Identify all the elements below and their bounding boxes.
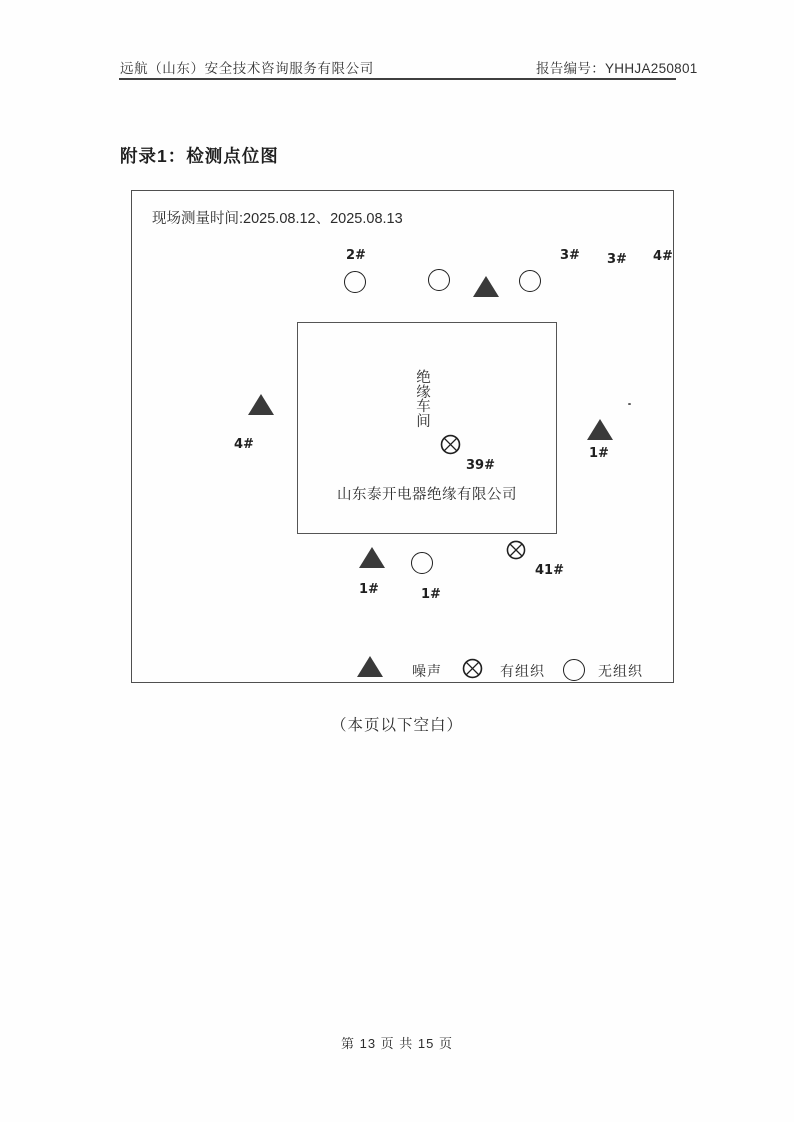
noise-triangle-icon xyxy=(473,276,499,297)
workshop-name: 绝缘车间 xyxy=(416,370,431,430)
blank-page-note: （本页以下空白） xyxy=(330,717,463,734)
legend-organized-label: 有组织 xyxy=(500,663,545,679)
factory-name: 山东泰开电器绝缘有限公司 xyxy=(337,487,517,503)
point-label: 3# xyxy=(607,252,627,267)
noise-triangle-icon xyxy=(587,419,613,440)
point-label: 4# xyxy=(653,249,673,264)
unorganized-outlet-icon xyxy=(411,552,433,574)
noise-triangle-icon xyxy=(248,394,274,415)
appendix-title: 附录1：检测点位图 xyxy=(120,146,279,166)
point-label: 3# xyxy=(560,248,580,263)
legend-noise-triangle-icon xyxy=(357,656,383,677)
report-number: 报告编号：YHHJA250801 xyxy=(536,61,698,76)
organized-outlet-icon xyxy=(506,540,526,560)
legend-organized-icon xyxy=(462,658,483,679)
unorganized-outlet-icon xyxy=(344,271,366,293)
point-label: 4# xyxy=(234,437,254,452)
legend-unorganized-label: 无组织 xyxy=(598,663,643,679)
point-label: 1# xyxy=(421,587,441,602)
point-label: 39# xyxy=(466,458,495,473)
scan-speck xyxy=(628,403,631,405)
unorganized-outlet-icon xyxy=(519,270,541,292)
organized-outlet-icon xyxy=(440,434,461,455)
point-label: 1# xyxy=(589,446,609,461)
point-label: 41# xyxy=(535,563,564,578)
diagram-frame xyxy=(131,190,674,683)
page-number: 第 13 页 共 15 页 xyxy=(341,1036,453,1051)
noise-triangle-icon xyxy=(359,547,385,568)
header-rule xyxy=(119,78,676,80)
workshop-box xyxy=(297,322,557,534)
point-label: 1# xyxy=(359,582,379,597)
company-name: 远航（山东）安全技术咨询服务有限公司 xyxy=(120,61,374,76)
point-label: 2# xyxy=(346,248,366,263)
legend-unorganized-icon xyxy=(563,659,585,681)
legend-noise-label: 噪声 xyxy=(412,663,442,679)
measurement-time: 现场测量时间:2025.08.12、2025.08.13 xyxy=(152,211,403,227)
unorganized-outlet-icon xyxy=(428,269,450,291)
